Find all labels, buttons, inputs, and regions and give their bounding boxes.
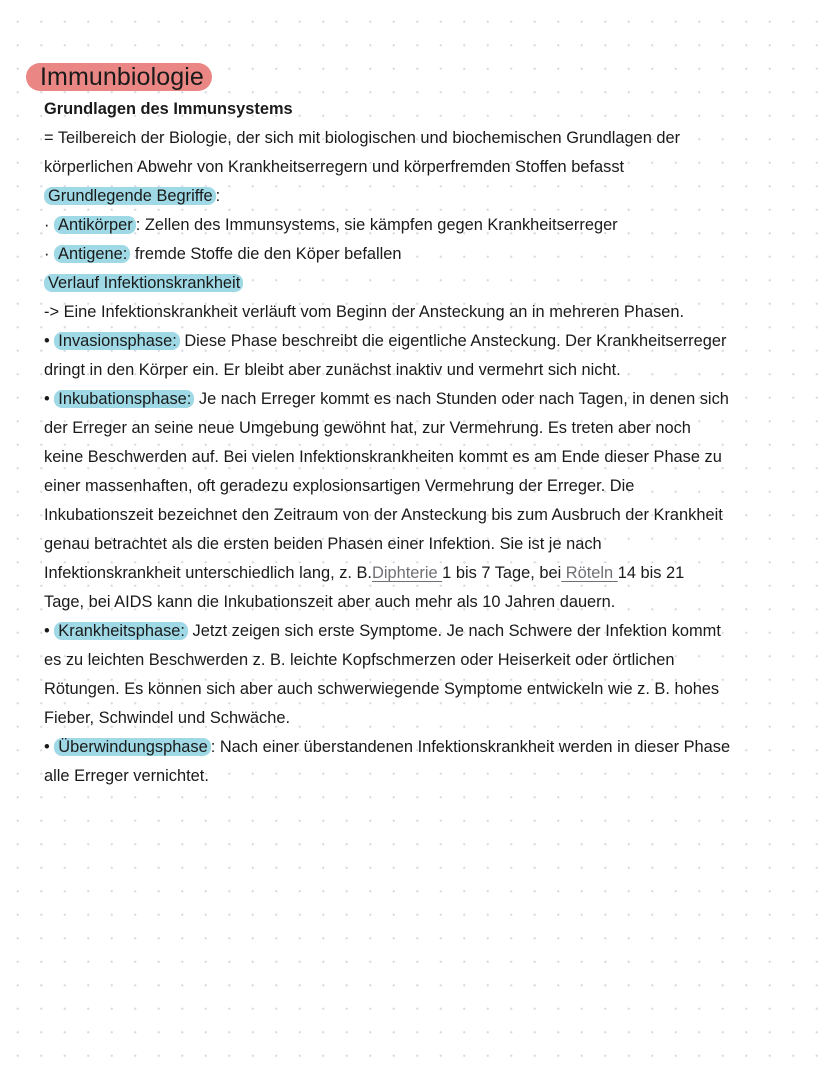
inkubation-line-1 [44, 385, 804, 414]
inkubation-line-5: Inkubationszeit bezeichnet den Zeitraum von der Ansteckung bis zum Ausbruch der Krankheit [44, 506, 723, 524]
inkubation-text-7a: Infektionskrankheit unterschiedlich lang, z. B. [44, 564, 372, 582]
definition-line-1: = Teilbereich der Biologie, der sich mit biologischen und biochemischen Grundlagen der [44, 129, 681, 147]
bullet: • [44, 332, 55, 350]
bullet: • [44, 622, 55, 640]
inkubation-line-8: Tage, bei AIDS kann die Inkubationszeit aber auch mehr als 10 Jahren dauern. [44, 593, 616, 611]
ueberwindung-text-1: : Nach einer überstandenen Infektionskrankheit werden in dieser Phase [210, 738, 731, 756]
krankheit-line-2: es zu leichten Beschwerden z. B. leichte Kopfschmerzen oder Heiserkeit oder örtlichen [44, 651, 675, 669]
bullet-dot: · [44, 245, 55, 263]
inkubation-text-7c: 14 bis 21 [617, 564, 685, 582]
note-body [44, 95, 804, 791]
bullet: • [44, 738, 55, 756]
bullet: • [44, 390, 55, 408]
term-krankheitsphase: Krankheitsphase: [54, 622, 188, 640]
inkubation-line-4: einer massenhaften, oft geradezu explosionsartigen Vermehrung der Erreger. Die [44, 477, 635, 495]
section-subtitle: Grundlagen des Immunsystems [44, 100, 293, 118]
page-title: Immunbiologie [26, 63, 212, 91]
handwritten-roeteln: Röteln [561, 564, 618, 582]
term-antigene: Antigene: [54, 245, 130, 263]
term-invasionsphase: Invasionsphase: [54, 332, 179, 350]
term-antikoerper: Antikörper [54, 216, 136, 234]
krankheit-line-3: Rötungen. Es können sich aber auch schwerwiegende Symptome entwickeln wie z. B. hohes [44, 680, 720, 698]
bullet-dot: · [44, 216, 55, 234]
term-antikoerper-text: : Zellen des Immunsystems, sie kämpfen gegen Krankheitserreger [135, 216, 618, 234]
krankheit-text-1: Jetzt zeigen sich erste Symptome. Je nach Schwere der Infektion kommt [187, 622, 721, 640]
ueberwindung-line-1 [44, 733, 804, 762]
inkubation-text-7b: 1 bis 7 Tage, bei [442, 564, 562, 582]
heading-infection-course-line [44, 269, 804, 298]
definition-line-2: körperlichen Abwehr von Krankheitserregern und körperfremden Stoffen befasst [44, 158, 625, 176]
term-item-antikoerper [44, 211, 804, 240]
term-antigene-text: fremde Stoffe die den Köper befallen [130, 245, 402, 263]
heading-basic-terms-line [44, 182, 804, 211]
heading-basic-terms: Grundlegende Begriffe [44, 187, 216, 205]
intro-line: -> Eine Infektionskrankheit verläuft vom Beginn der Ansteckung an in mehreren Phasen. [44, 303, 685, 321]
invasion-line-1 [44, 327, 804, 356]
heading-colon: : [215, 187, 221, 205]
krankheit-line-1 [44, 617, 804, 646]
inkubation-line-3: keine Beschwerden auf. Bei vielen Infektionskrankheiten kommt es am Ende dieser Phase zu [44, 448, 722, 466]
krankheit-line-4: Fieber, Schwindel und Schwäche. [44, 709, 291, 727]
title-container [26, 63, 212, 91]
handwritten-diphterie: Diphterie [372, 564, 443, 582]
term-ueberwindungsphase: Überwindungsphase [54, 738, 210, 756]
term-inkubationsphase: Inkubationsphase: [54, 390, 194, 408]
ueberwindung-line-2: alle Erreger vernichtet. [44, 767, 209, 785]
inkubation-line-6: genau betrachtet als die ersten beiden Phasen einer Infektion. Sie ist je nach [44, 535, 602, 553]
inkubation-line-7 [44, 559, 804, 588]
inkubation-text-1: Je nach Erreger kommt es nach Stunden oder nach Tagen, in denen sich [194, 390, 729, 408]
invasion-line-2: dringt in den Körper ein. Er bleibt aber zunächst inaktiv und vermehrt sich nicht. [44, 361, 621, 379]
heading-infection-course: Verlauf Infektionskrankheit [44, 274, 243, 292]
inkubation-line-2: der Erreger an seine neue Umgebung gewöhnt hat, zur Vermehrung. Es treten aber noch [44, 419, 691, 437]
term-item-antigene [44, 240, 804, 269]
invasion-text-1: Diese Phase beschreibt die eigentliche Ansteckung. Der Krankheitserreger [179, 332, 727, 350]
